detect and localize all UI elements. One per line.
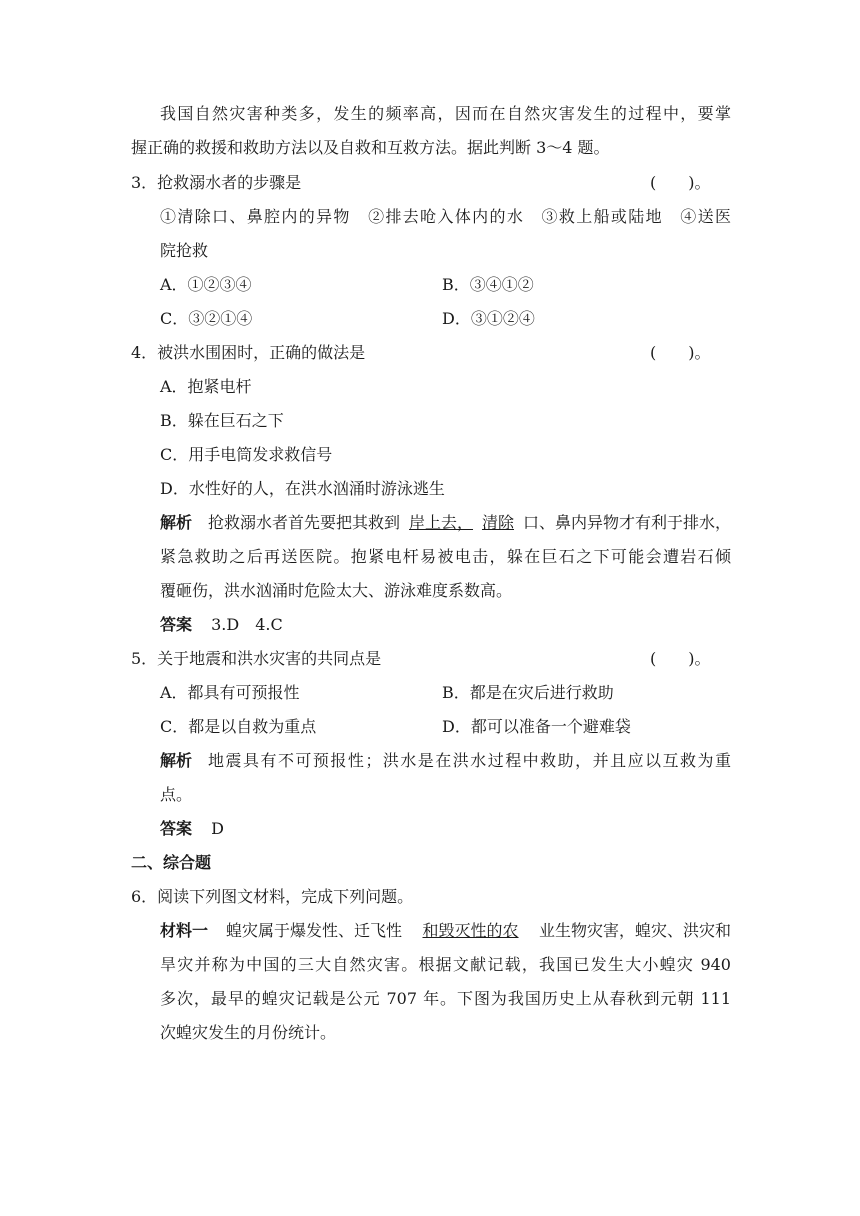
- analysis-1-text-a: 抢救溺水者首先要把其救到: [208, 513, 401, 532]
- analysis-2-text: 地震具有不可预报性；洪水是在洪水过程中救助，并且应以互救为重: [208, 751, 731, 770]
- answer-2-text: D: [211, 819, 224, 838]
- q3-answer-blank: ( )。: [650, 173, 711, 192]
- q4-option-b: B．躲在巨石之下: [160, 411, 284, 430]
- q5-option-c: C．都是以自救为重点: [160, 717, 317, 736]
- material-underlined: 和毁灭性的农: [422, 921, 519, 940]
- analysis-label: 解析: [160, 751, 193, 770]
- q3-items-line-2: 院抢救: [160, 241, 209, 260]
- material-text-b: 业生物灾害，蝗灾、洪灾和: [538, 921, 731, 940]
- analysis-1-line-2: 紧急救助之后再送医院。抱紧电杆易被电击，躲在巨石之下可能会遭岩石倾: [160, 547, 731, 566]
- q5-option-d: D．都可以准备一个避难袋: [442, 717, 631, 736]
- analysis-1-text-b: 口、鼻内异物才有利于排水，: [522, 513, 731, 532]
- q4-option-d: D．水性好的人，在洪水汹涌时游泳逃生: [160, 479, 445, 498]
- section-title: 二、综合题: [131, 853, 212, 872]
- answer-1: [160, 614, 283, 636]
- q4-answer-blank: ( )。: [650, 343, 711, 362]
- analysis-2-line-2: 点。: [160, 785, 193, 804]
- analysis-1-line-3: 覆砸伤，洪水汹涌时危险太大、游泳难度系数高。: [160, 581, 513, 600]
- q6-material-line-3: 多次，最早的蝗灾记载是公元 707 年。下图为我国历史上从春秋到元朝 111: [160, 989, 731, 1008]
- answer-1-text: 3.D 4.C: [211, 615, 283, 634]
- analysis-label: 解析: [160, 513, 193, 532]
- answer-label: 答案: [160, 819, 193, 838]
- q6-material-line-1: [160, 920, 731, 942]
- material-label: 材料一: [160, 921, 209, 940]
- analysis-1-line-1: [160, 512, 731, 534]
- q3-option-b: B．③④①②: [442, 275, 534, 294]
- analysis-2-line-1: [160, 750, 731, 772]
- q3-items-line-1: ①清除口、鼻腔内的异物 ②排去呛入体内的水 ③救上船或陆地 ④送医: [160, 207, 731, 226]
- q5-option-b: B．都是在灾后进行救助: [442, 683, 614, 702]
- q3-option-a: A．①②③④: [160, 275, 252, 294]
- q3-option-d: D．③①②④: [442, 309, 535, 328]
- q3-stem: 3．抢救溺水者的步骤是: [131, 173, 302, 192]
- answer-label: 答案: [160, 615, 193, 634]
- analysis-1-underlined-2: 清除: [481, 513, 514, 532]
- material-text-a: 蝗灾属于爆发性、迁飞性: [226, 921, 403, 940]
- q5-stem: 5．关于地震和洪水灾害的共同点是: [131, 649, 382, 668]
- q6-material-line-2: 旱灾并称为中国的三大自然灾害。根据文献记载，我国已发生大小蝗灾 940: [160, 955, 731, 974]
- q3-option-c: C．③②①④: [160, 309, 253, 328]
- intro-line-1: 我国自然灾害种类多，发生的频率高，因而在自然灾害发生的过程中，要掌: [160, 104, 731, 123]
- answer-2: [160, 818, 224, 840]
- q6-material-line-4: 次蝗灾发生的月份统计。: [160, 1023, 337, 1042]
- q4-option-a: A．抱紧电杆: [160, 377, 252, 396]
- q4-stem: 4．被洪水围困时，正确的做法是: [131, 343, 366, 362]
- q5-answer-blank: ( )。: [650, 649, 711, 668]
- q5-option-a: A．都具有可预报性: [160, 683, 300, 702]
- q6-stem: 6．阅读下列图文材料，完成下列问题。: [131, 887, 414, 906]
- q4-option-c: C．用手电筒发求救信号: [160, 445, 333, 464]
- analysis-1-underlined-1: 岸上去，: [409, 513, 474, 532]
- intro-line-2: 握正确的救援和救助方法以及自救和互救方法。据此判断 3～4 题。: [131, 138, 610, 157]
